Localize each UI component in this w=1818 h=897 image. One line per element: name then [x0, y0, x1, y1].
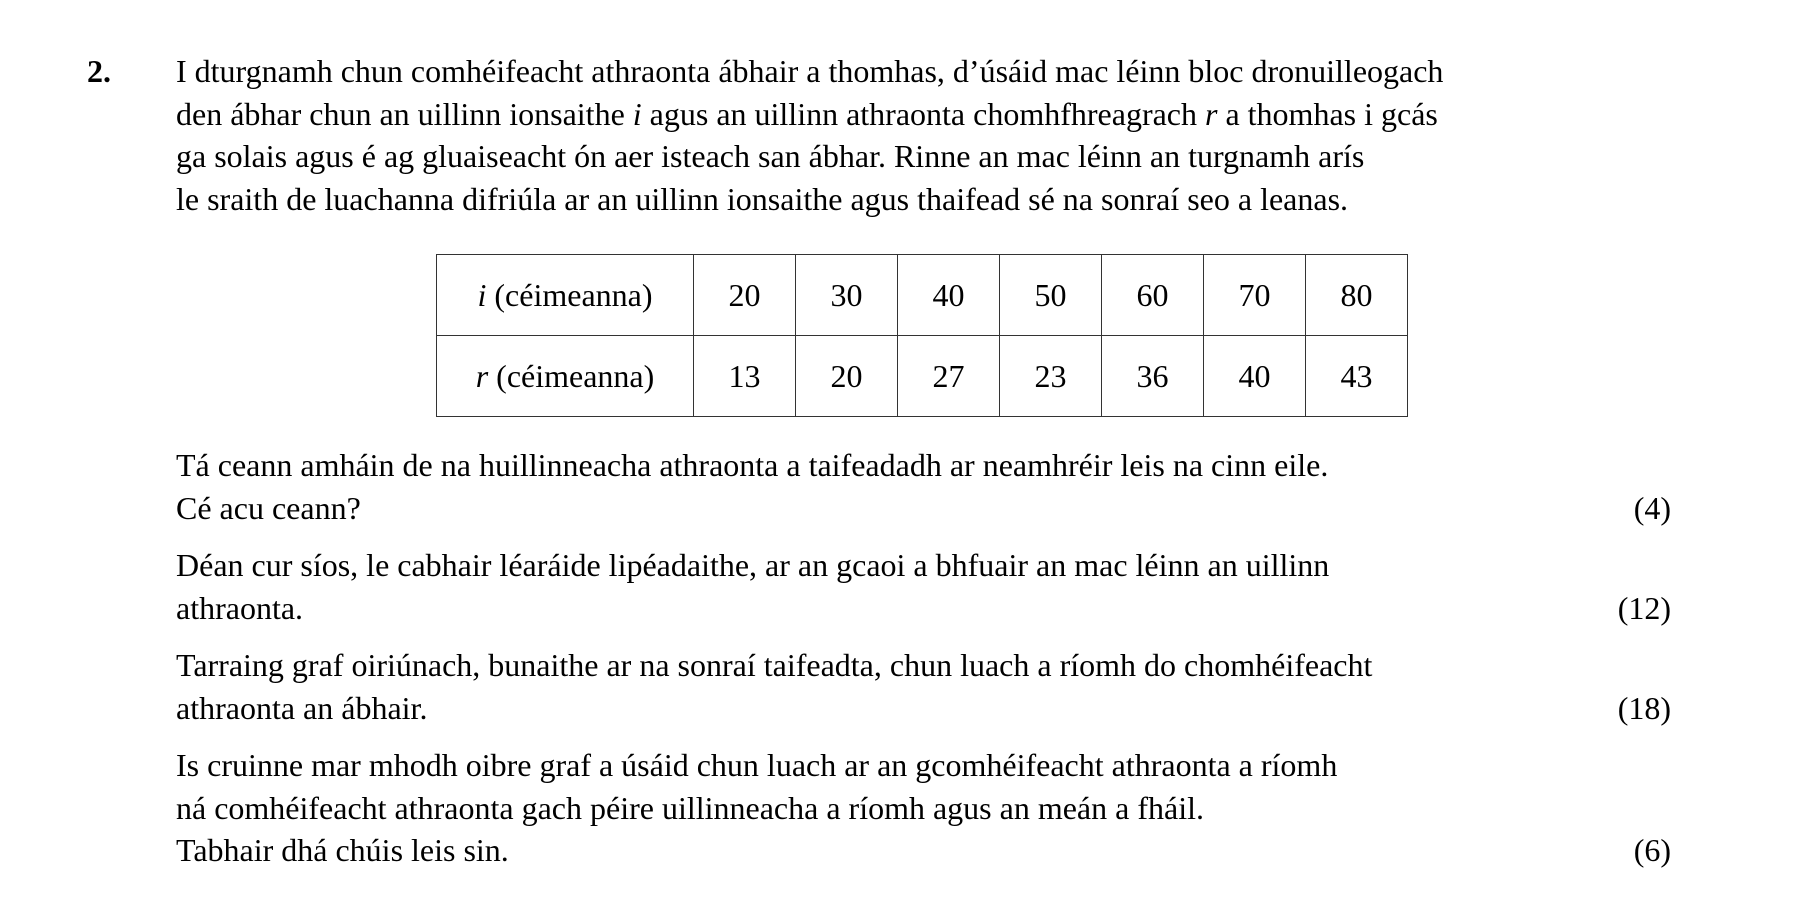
table-cell: 36	[1102, 336, 1204, 417]
question-part-4: Is cruinne mar mhodh oibre graf a úsáid chun luach ar an gcomhéifeacht athraonta a ríomh ná comhéifeacht athraonta gach péire uillinneacha a ríomh agus an meán a fháil. Tabhair dhá chúis leis sin. (6)	[176, 744, 1671, 872]
marks: (4)	[1633, 489, 1671, 526]
question-intro	[176, 50, 1676, 220]
table-cell: 13	[694, 336, 796, 417]
intro-line: ga solais agus é ag gluaiseacht ón aer isteach san ábhar. Rinne an mac léinn an turgnamh arís	[176, 138, 1365, 174]
table-cell: 30	[796, 255, 898, 336]
table-cell: 20	[694, 255, 796, 336]
symbol-r: r	[1205, 95, 1218, 132]
marks: (12)	[1617, 589, 1671, 626]
intro-line: den ábhar chun an uillinn ionsaithe i agus an uillinn athraonta chomhfhreagrach r a thomhas i gcás	[176, 95, 1438, 132]
table-cell: 43	[1306, 336, 1408, 417]
question-number: 2.	[87, 53, 111, 89]
data-table	[436, 254, 1408, 417]
question-part-1: Tá ceann amháin de na huillinneacha athraonta a taifeadadh ar neamhréir leis na cinn eile. Cé acu ceann? (4)	[176, 444, 1671, 529]
marks: (6)	[1633, 832, 1671, 868]
table-cell: 40	[1204, 336, 1306, 417]
question-part-3: Tarraing graf oiriúnach, bunaithe ar na sonraí taifeadta, chun luach a ríomh do chomhéifeacht athraonta an ábhair. (18)	[176, 644, 1671, 729]
intro-line: I dturgnamh chun comhéifeacht athraonta ábhair a thomhas, d’úsáid mac léinn bloc dronuilleogach	[176, 53, 1444, 89]
table-cell: 70	[1204, 255, 1306, 336]
table-cell: 27	[898, 336, 1000, 417]
question-part-2: Déan cur síos, le cabhair léaráide lipéadaithe, ar an gcaoi a bhfuair an mac léinn an uillinn athraonta. (12)	[176, 544, 1671, 629]
table-cell: 60	[1102, 255, 1204, 336]
table-row-refraction	[437, 336, 1408, 417]
table-cell: 20	[796, 336, 898, 417]
symbol-i: i	[632, 95, 642, 132]
table-cell: 80	[1306, 255, 1408, 336]
row-header: r (céimeanna)	[437, 336, 694, 417]
row-header: i (céimeanna)	[437, 255, 694, 336]
table-cell: 40	[898, 255, 1000, 336]
intro-line: le sraith de luachanna difriúla ar an uillinn ionsaithe agus thaifead sé na sonraí seo a leanas.	[176, 180, 1349, 217]
table-cell: 50	[1000, 255, 1102, 336]
marks: (18)	[1617, 689, 1671, 726]
table-cell: 23	[1000, 336, 1102, 417]
table-row-incidence	[437, 255, 1408, 336]
